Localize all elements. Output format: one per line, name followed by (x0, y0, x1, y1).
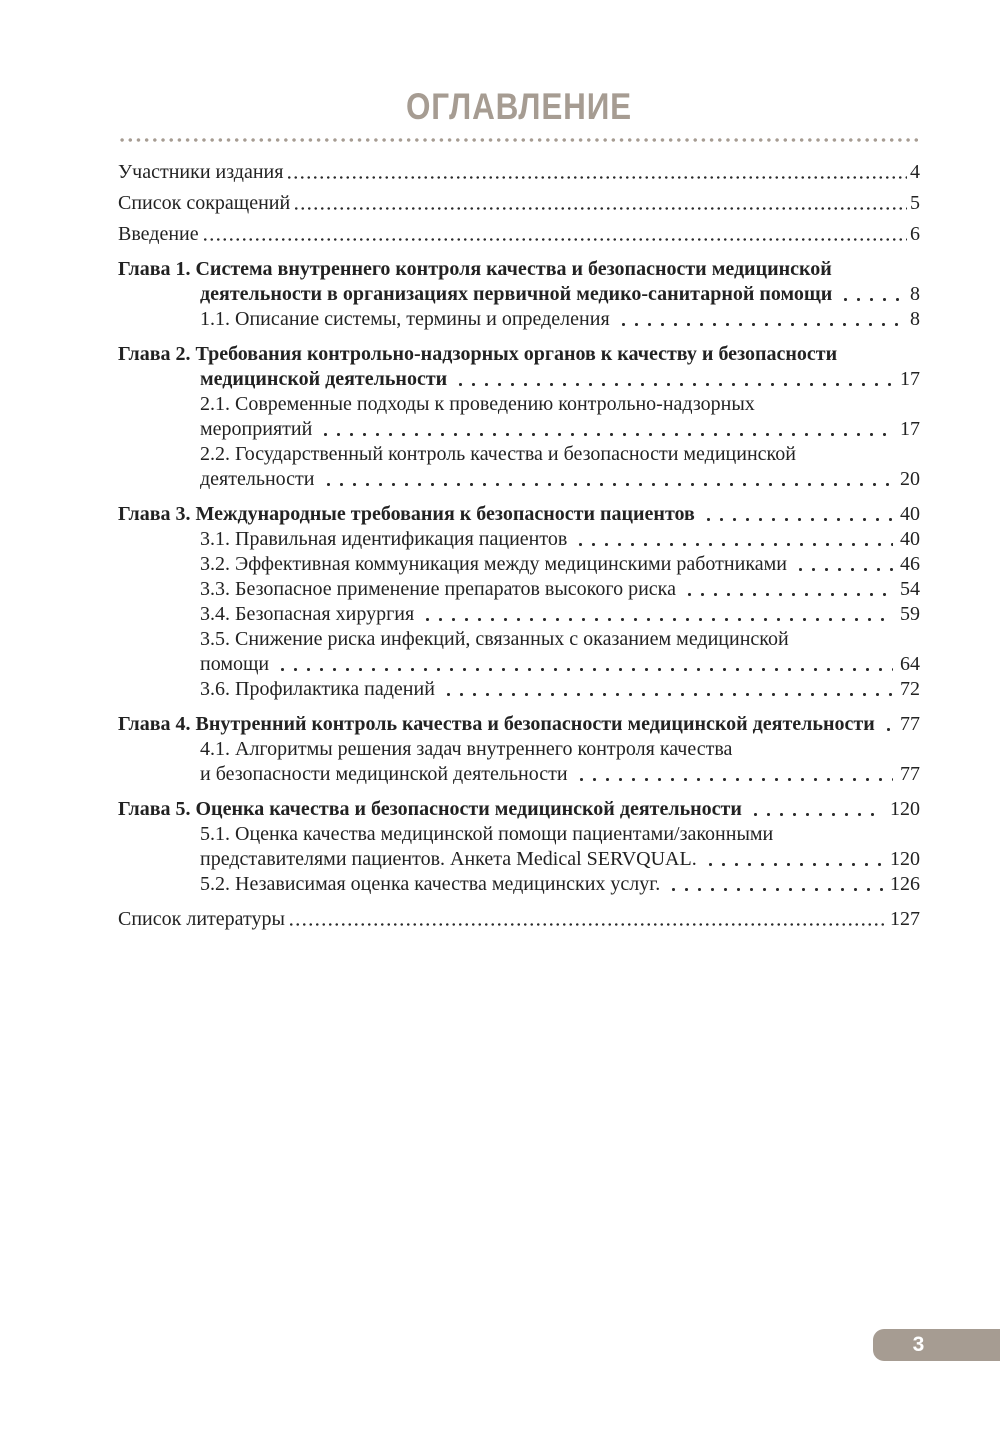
toc-text: 3.5. Снижение риска инфекций, связанных с оказанием медицинской (200, 628, 789, 650)
toc-leader (749, 810, 883, 819)
toc-text: 4.1. Алгоритмы решения задач внутреннего контроля качества (200, 738, 733, 760)
toc-text: представителями пациентов. Анкета Medical SERVQUAL. (200, 848, 697, 870)
toc-leader (617, 320, 903, 329)
toc-text: Глава 5. Оценка качества и безопасности медицинской деятельности (118, 798, 742, 820)
toc-page: 8 (910, 283, 920, 305)
toc-line (118, 467, 920, 492)
toc-text: деятельности в организациях первичной медико-санитарной помощи (200, 283, 833, 305)
toc-text: деятельности (200, 468, 315, 490)
toc-leader (667, 885, 883, 894)
page-number: 3 (912, 1333, 925, 1356)
toc-text: 2.2. Государственный контроль качества и безопасности медицинской (200, 443, 796, 465)
toc-page: 20 (900, 468, 920, 490)
toc-text: медицинской деятельности (200, 368, 448, 390)
toc-text: Список литературы (118, 908, 285, 930)
toc-text: 2.1. Современные подходы к проведению контрольно-надзорных (200, 393, 755, 415)
toc-leader (421, 615, 893, 624)
toc-text: и безопасности медицинской деятельности (200, 763, 568, 785)
toc-leader (288, 920, 887, 929)
toc-page: 8 (910, 308, 920, 330)
toc-line (118, 797, 920, 822)
toc-line (118, 257, 920, 282)
toc-text: 5.2. Независимая оценка качества медицинских услуг. (200, 873, 661, 895)
toc-leader (839, 295, 903, 304)
toc-page: 6 (910, 223, 920, 245)
toc-text: 3.4. Безопасная хирургия (200, 603, 415, 625)
toc-line (118, 907, 920, 932)
toc-line (118, 652, 920, 677)
toc-leader (286, 173, 907, 182)
toc-page: 4 (910, 161, 920, 183)
toc-text: мероприятий (200, 418, 313, 440)
toc-line (118, 502, 920, 527)
toc-text: 3.6. Профилактика падений (200, 678, 435, 700)
title-wrap (118, 86, 920, 128)
toc-line (118, 282, 920, 307)
toc-page: 77 (900, 713, 920, 735)
toc-line (118, 527, 920, 552)
toc-line (118, 762, 920, 787)
toc-line (118, 307, 920, 332)
toc-leader (882, 725, 893, 734)
title-dotted-rule (118, 137, 920, 143)
toc-leader (293, 204, 907, 213)
toc-page: 59 (900, 603, 920, 625)
toc-line (118, 367, 920, 392)
toc-line (118, 442, 920, 467)
toc-page: 40 (900, 528, 920, 550)
toc-text: 3.2. Эффективная коммуникация между медицинскими работниками (200, 553, 787, 575)
toc-line (118, 191, 920, 216)
toc-page: 64 (900, 653, 920, 675)
toc-line (118, 872, 920, 897)
toc-page: 46 (900, 553, 920, 575)
toc (118, 160, 920, 932)
toc-text: Участники издания (118, 161, 284, 183)
toc-leader (702, 515, 893, 524)
toc-text: Введение (118, 223, 199, 245)
toc-line (118, 627, 920, 652)
toc-line (118, 737, 920, 762)
toc-text: 5.1. Оценка качества медицинской помощи пациентами/законными (200, 823, 774, 845)
toc-leader (794, 565, 893, 574)
toc-page: 120 (890, 798, 920, 820)
page-number-badge (873, 1329, 1000, 1361)
toc-text: Глава 1. Система внутреннего контроля качества и безопасности медицинской (118, 258, 832, 280)
toc-line (118, 222, 920, 247)
toc-leader (574, 540, 893, 549)
toc-text: Глава 4. Внутренний контроль качества и безопасности медицинской деятельности (118, 713, 875, 735)
toc-page: 54 (900, 578, 920, 600)
toc-text: 3.3. Безопасное применение препаратов высокого риска (200, 578, 676, 600)
toc-leader (322, 480, 894, 489)
toc-line (118, 577, 920, 602)
toc-line (118, 160, 920, 185)
toc-content (118, 86, 920, 932)
toc-leader (683, 590, 893, 599)
toc-page: 17 (900, 418, 920, 440)
toc-line (118, 342, 920, 367)
toc-line (118, 552, 920, 577)
toc-page: 127 (890, 908, 920, 930)
toc-leader (454, 380, 893, 389)
toc-line (118, 712, 920, 737)
toc-leader (319, 430, 893, 439)
toc-line (118, 847, 920, 872)
toc-page: 72 (900, 678, 920, 700)
toc-line (118, 677, 920, 702)
toc-line (118, 602, 920, 627)
toc-line (118, 392, 920, 417)
toc-text: 3.1. Правильная идентификация пациентов (200, 528, 568, 550)
toc-text: Список сокращений (118, 192, 291, 214)
toc-page: 40 (900, 503, 920, 525)
toc-leader (704, 860, 883, 869)
toc-page: 77 (900, 763, 920, 785)
toc-page: 120 (890, 848, 920, 870)
toc-line (118, 822, 920, 847)
toc-page: 126 (890, 873, 920, 895)
toc-text: Глава 3. Международные требования к безопасности пациентов (118, 503, 695, 525)
toc-leader (442, 690, 893, 699)
toc-line (118, 417, 920, 442)
toc-leader (575, 775, 893, 784)
page-title: ОГЛАВЛЕНИЕ (405, 86, 633, 127)
toc-leader (202, 235, 907, 244)
toc-leader (276, 665, 893, 674)
toc-page: 5 (910, 192, 920, 214)
toc-text: помощи (200, 653, 270, 675)
toc-text: 1.1. Описание системы, термины и определения (200, 308, 610, 330)
toc-text: Глава 2. Требования контрольно-надзорных органов к качеству и безопасности (118, 343, 838, 365)
toc-page: 17 (900, 368, 920, 390)
